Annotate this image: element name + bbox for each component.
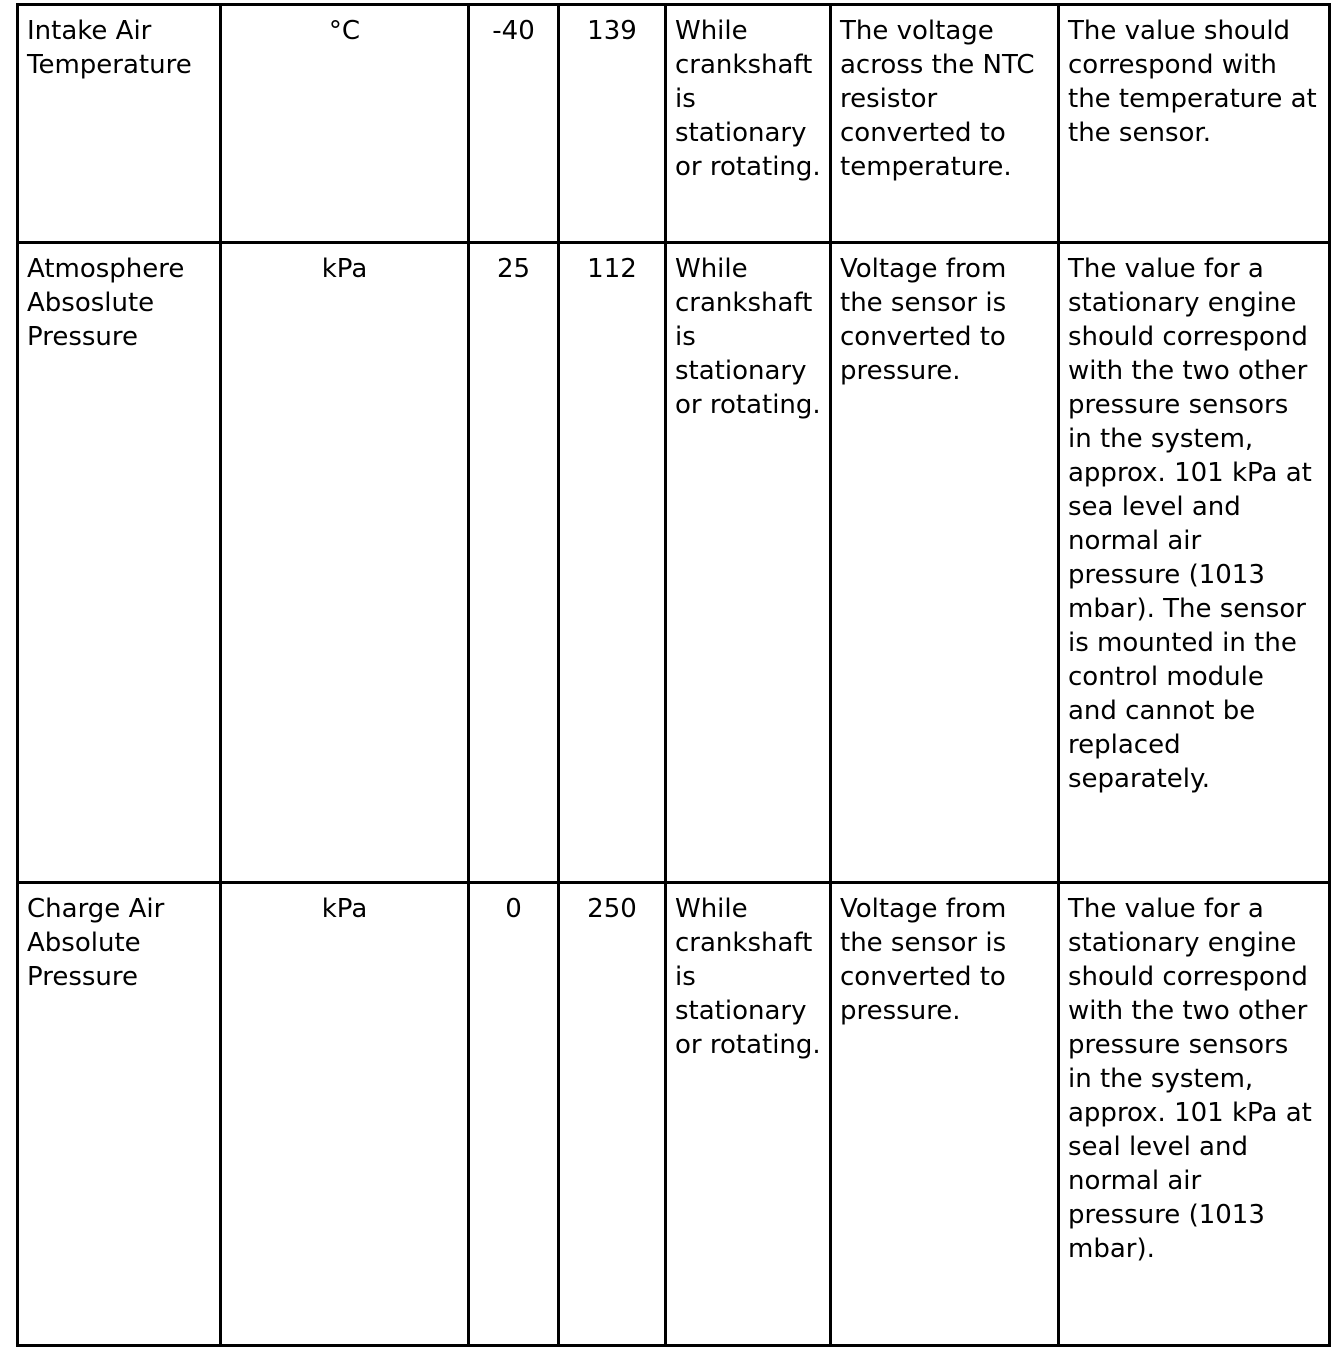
min-value-cell: 0 xyxy=(469,883,559,1346)
comments-cell: The value for a stationary engine should correspond with the two other pressure sensors in the system, approx. 101 kPa at sea level and normal air pressure (1013 mbar). The sensor is mounted in the control module and cannot be replaced separately. xyxy=(1059,243,1330,883)
parameter-name-cell: Atmosphere Absoslute Pressure xyxy=(18,243,221,883)
max-value-cell: 139 xyxy=(559,5,666,243)
comments-cell: The value should correspond with the temperature at the sensor. xyxy=(1059,5,1330,243)
table-row xyxy=(18,883,1330,1346)
comments-cell: The value for a stationary engine should correspond with the two other pressure sensors in the system, approx. 101 kPa at seal level and normal air pressure (1013 mbar). xyxy=(1059,883,1330,1346)
max-value-cell: 112 xyxy=(559,243,666,883)
min-value-cell: 25 xyxy=(469,243,559,883)
sensor-parameter-table xyxy=(16,3,1331,1347)
conditions-cell: While crankshaft is stationary or rotating. xyxy=(666,883,831,1346)
table-row xyxy=(18,243,1330,883)
table-row xyxy=(18,5,1330,243)
description-cell: Voltage from the sensor is converted to pressure. xyxy=(831,243,1059,883)
parameter-table-page xyxy=(16,3,1328,1347)
parameter-name-cell: Charge Air Absolute Pressure xyxy=(18,883,221,1346)
conditions-cell: While crankshaft is stationary or rotating. xyxy=(666,5,831,243)
description-cell: The voltage across the NTC resistor converted to temperature. xyxy=(831,5,1059,243)
max-value-cell: 250 xyxy=(559,883,666,1346)
parameter-name-cell: Intake Air Temperature xyxy=(18,5,221,243)
conditions-cell: While crankshaft is stationary or rotating. xyxy=(666,243,831,883)
unit-cell: °C xyxy=(221,5,469,243)
unit-cell: kPa xyxy=(221,243,469,883)
description-cell: Voltage from the sensor is converted to pressure. xyxy=(831,883,1059,1346)
unit-cell: kPa xyxy=(221,883,469,1346)
min-value-cell: -40 xyxy=(469,5,559,243)
